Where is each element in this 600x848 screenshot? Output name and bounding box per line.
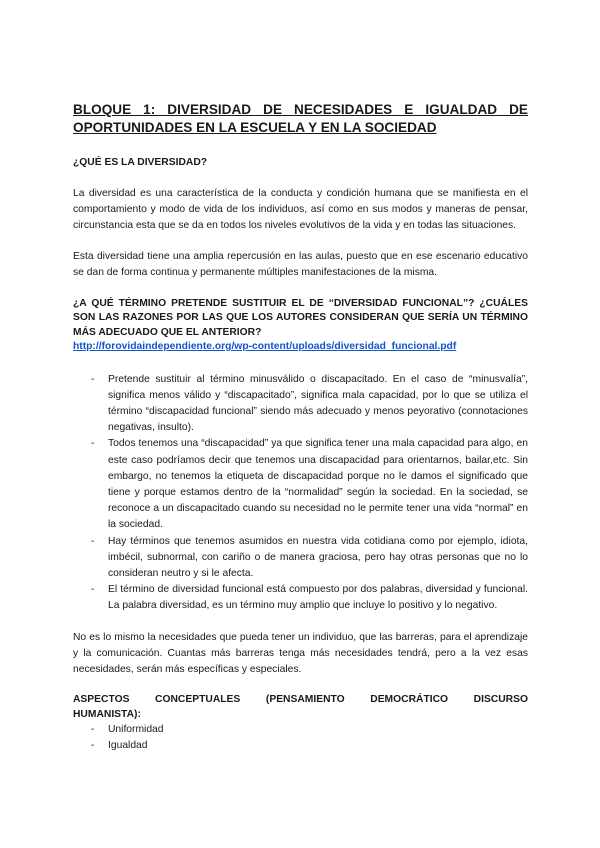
paragraph-definition: La diversidad es una característica de la conducta y condición humana que se manifiesta en el comportamiento y modo de vida de los individuos, así como en sus modos y maneras de pensar, circunstancia esta que se da en todos los niveles evolutivos de la vida y en todas las situaciones. [73, 187, 528, 231]
source-link[interactable]: http://forovidaindependiente.org/wp-content/uploads/diversidad_funcional.pdf [73, 341, 457, 353]
document-content [73, 101, 528, 755]
list-item-text: Uniformidad [108, 724, 164, 736]
list-item [73, 582, 528, 614]
dash-marker: - [91, 724, 95, 736]
aspects-list [73, 722, 528, 754]
dash-marker: - [91, 535, 95, 547]
list-item [73, 372, 528, 437]
list-item [73, 436, 528, 533]
list-item-text: Igualdad [108, 740, 148, 752]
list-item-text: Todos tenemos una “discapacidad” ya que significa tener una mala capacidad para algo, en este caso podríamos decir que tenemos una discapacidad para orientarnos, bailar,etc. Sin embargo, no tenemos la etiqueta de discapacidad porque no le damos el significado que tiene y porque estamos dentro de la “normalidad” según la sociedad. En la sociedad, se reconoce a un discapacitado cuando su necesidad no le permite tener una vida “normal” en la sociedad. [108, 438, 528, 531]
reasons-list [73, 372, 528, 615]
section-heading-que-es-diversidad: ¿QUÉ ES LA DIVERSIDAD? [73, 157, 208, 168]
list-item-text: El término de diversidad funcional está compuesto por dos palabras, diversidad y funcional. La palabra diversidad, es un término muy amplio que incluye lo positivo y lo negativo. [108, 584, 528, 612]
list-item-text: Hay términos que tenemos asumidos en nuestra vida cotidiana como por ejemplo, idiota, imbécil, subnormal, con cariño o de manera graciosa, pero hay otras personas que no lo consideran neutro y si le afecta. [108, 535, 528, 579]
list-item [73, 534, 528, 583]
aspects-heading-line-1: ASPECTOS CONCEPTUALES (PENSAMIENTO DEMOCRÁTICO DISCURSO [73, 694, 528, 706]
list-item [73, 722, 528, 738]
page-title [73, 101, 528, 137]
paragraph-barreras: No es lo mismo la necesidades que pueda tener un individuo, que las barreras, para el aprendizaje y la comunicación. Cuantas más barreras tenga más necesidades tendrá, pero a la vez esas necesidades, serán más específicas y especiales. [73, 631, 528, 675]
section-heading-diversidad-funcional: ¿A QUÉ TÉRMINO PRETENDE SUSTITUIR EL DE “DIVERSIDAD FUNCIONAL”? ¿CUÁLES SON LAS RAZONES POR LAS QUE LOS AUTORES CONSIDERAN QUE SERÍA UN TÉRMINO MÁS ADECUADO QUE EL ANTERIOR? [73, 297, 528, 338]
title-line-1: BLOQUE 1: DIVERSIDAD DE NECESIDADES E IGUALDAD DE [73, 102, 528, 117]
section-heading-aspectos [73, 693, 528, 722]
dash-marker: - [91, 584, 95, 596]
paragraph-aulas: Esta diversidad tiene una amplia repercusión en las aulas, puesto que en ese escenario educativo se dan de forma continua y permanente múltiples manifestaciones de la misma. [73, 251, 528, 279]
dash-marker: - [91, 438, 95, 450]
dash-marker: - [91, 373, 95, 385]
aspects-heading-line-2: HUMANISTA): [73, 708, 141, 720]
list-item [73, 738, 528, 754]
title-line-2: OPORTUNIDADES EN LA ESCUELA Y EN LA SOCIEDAD [73, 120, 437, 135]
dash-marker: - [91, 740, 95, 752]
list-item-text: Pretende sustituir al término minusválido o discapacitado. En el caso de “minusvalía”, significa menos válido y “discapacitado”, significa mala capacidad, por lo que se utiliza el término “discapacidad funcional” siendo más adecuado y menos peyorativo (connotaciones negativas, insulto). [108, 373, 528, 434]
